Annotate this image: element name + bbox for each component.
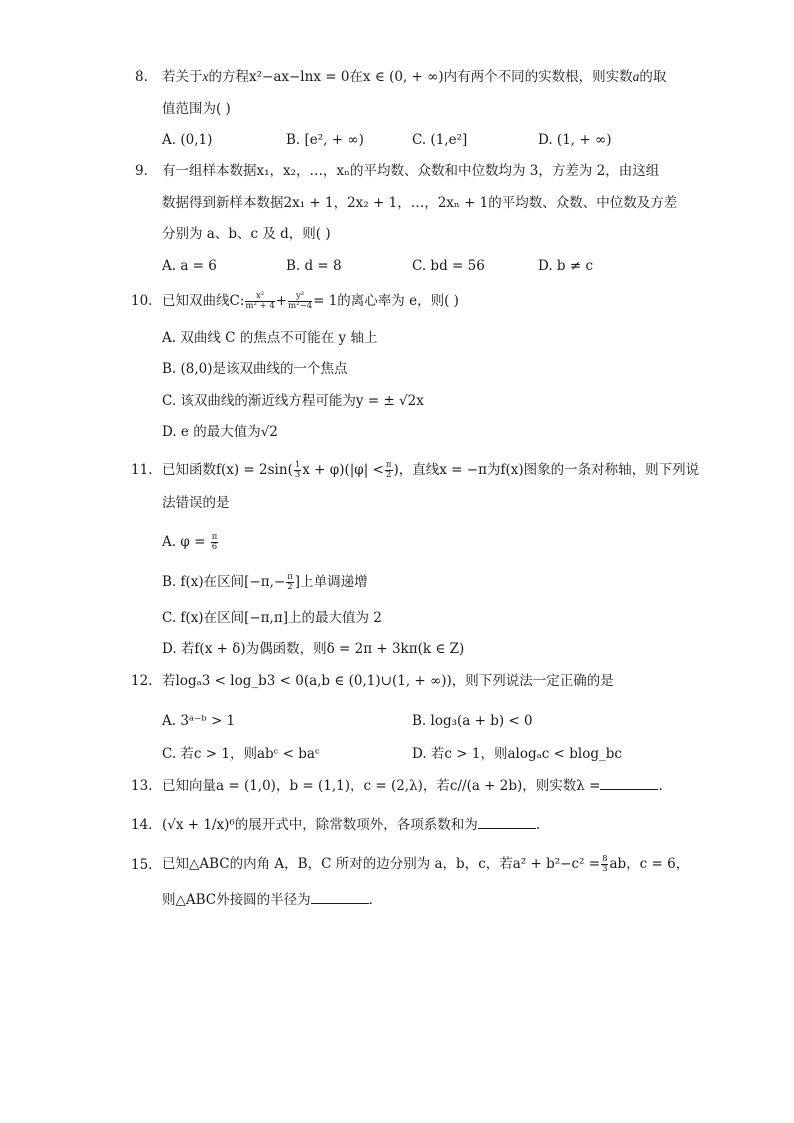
q15-end: . [368, 892, 373, 908]
q9-option-c[interactable]: C. bd = 56 [412, 258, 485, 274]
question-10-line-1 [162, 289, 459, 313]
q10-text-b: = 1的离心率为 e，则( ) [313, 293, 459, 309]
q10-fraction-1: $\frac{\text{x²}}{\text{m² + 4}}$ [245, 291, 275, 311]
q8-option-c[interactable]: C. (1,e²] [412, 132, 468, 148]
question-15-number: 15. [131, 857, 153, 873]
q11-option-b[interactable] [162, 570, 368, 594]
q15-text-b: ab，c = 6， [609, 856, 690, 872]
q11-text-c: )，直线x = −π为f(x)图象的一条对称轴，则下列说 [393, 462, 700, 478]
question-11-line-1 [162, 458, 699, 482]
question-8-number: 8. [135, 69, 148, 85]
q11-option-b-fraction: $\frac{\pi}{2}$ [287, 572, 293, 592]
question-15-line-1 [162, 852, 689, 876]
q10-fraction-2: $\frac{\text{y²}}{\text{m²−4}}$ [288, 291, 313, 311]
q8-var-x: x [202, 69, 209, 84]
q10-option-c[interactable]: C. 该双曲线的渐近线方程可能为y = ± √2x [162, 393, 424, 409]
q9-option-d[interactable]: D. b ≠ c [538, 258, 594, 274]
q11-text-b: x + φ)(|φ| < [302, 462, 384, 478]
q11-option-a-fraction: $\frac{\pi}{6}$ [211, 532, 218, 552]
q15-answer-blank[interactable] [311, 891, 369, 904]
q13-text: 已知向量a = (1,0)，b = (1,1)，c = (2,λ)，若c//(a + 2b)，则实数λ = [162, 778, 601, 794]
q14-end: . [535, 817, 541, 833]
q11-option-b-text-1: B. f(x)在区间[−π,− [162, 574, 286, 590]
q8-option-d[interactable]: D. (1, + ∞) [538, 132, 612, 148]
question-9-line-3: 分别为 a、b、c 及 d，则( ) [162, 226, 331, 242]
q10-option-d[interactable]: D. e 的最大值为√2 [162, 424, 278, 440]
question-13-number: 13. [131, 778, 153, 794]
question-11-line-2: 法错误的是 [162, 495, 230, 511]
question-12-number: 12. [131, 673, 153, 689]
question-9-number: 9. [135, 163, 148, 179]
q14-answer-blank[interactable] [478, 816, 536, 829]
q8-equation: x²−ax−lnx = 0在x ∈ (0, + ∞)内有两个不同的实数根，则实数 [249, 69, 633, 85]
q11-option-a-text: A. φ = [162, 534, 206, 550]
question-13-line-1 [162, 777, 663, 795]
q9-option-b[interactable]: B. d = 8 [286, 258, 342, 274]
question-9-line-2: 数据得到新样本数据2x₁ + 1，2x₂ + 1，…，2xₙ + 1的平均数、众数、中位数及方差 [162, 195, 678, 211]
q15-text-c: 则△ABC外接圆的半径为 [162, 892, 311, 908]
question-9-line-1: 有一组样本数据x₁，x₂，…，xₙ的平均数、众数和中位数均为 3，方差为 2，由这组 [162, 163, 660, 179]
q12-option-d[interactable]: D. 若c > 1，则alogₐc < blog_bc [412, 746, 622, 762]
q8-text-b: 的方程 [208, 69, 249, 85]
q11-text-a: 已知函数f(x) = 2sin( [162, 462, 293, 478]
q15-text-a: 已知△ABC的内角 A，B，C 所对的边分别为 a，b，c，若a² + b²−c² = [162, 856, 601, 872]
q11-option-c[interactable]: C. f(x)在区间[−π,π]上的最大值为 2 [162, 610, 382, 626]
question-8-line-1 [162, 68, 666, 86]
question-15-line-2 [162, 891, 373, 909]
q8-option-b[interactable]: B. [e², + ∞) [286, 132, 364, 148]
q12-option-a[interactable]: A. 3ᵃ⁻ᵇ > 1 [162, 713, 236, 729]
question-11-number: 11. [131, 462, 153, 478]
q10-text-a: 已知双曲线C: [162, 293, 245, 309]
q11-fraction-1: $\frac{1}{3}$ [294, 460, 301, 480]
q10-option-a[interactable]: A. 双曲线 C 的焦点不可能在 y 轴上 [162, 330, 378, 346]
question-10-number: 10. [131, 293, 153, 309]
q11-option-b-text-2: ]上单调递增 [294, 574, 368, 590]
question-14-line-1 [162, 816, 540, 834]
q11-fraction-2: $\frac{\pi}{2}$ [385, 460, 392, 480]
q8-text-a: 若关于 [162, 69, 203, 85]
q8-tail: 的取 [639, 69, 667, 85]
q15-fraction: $\frac{8}{3}$ [602, 854, 608, 874]
q14-text: (√x + 1/x)⁶的展开式中，除常数项外，各项系数和为 [162, 817, 478, 833]
question-8-line-2: 值范围为( ) [162, 101, 231, 117]
q10-plus: + [275, 293, 288, 309]
q12-option-b[interactable]: B. log₃(a + b) < 0 [412, 713, 533, 729]
q8-option-a[interactable]: A. (0,1) [162, 132, 213, 148]
q11-option-a[interactable] [162, 530, 219, 554]
q13-answer-blank[interactable] [600, 777, 658, 790]
q8-var-a: a [632, 69, 640, 84]
q12-option-c[interactable]: C. 若c > 1，则abᶜ < baᶜ [162, 746, 320, 762]
question-12-line-1: 若logₐ3 < log_b3 < 0(a,b ∈ (0,1)∪(1, + ∞))，则下列说法一定正确的是 [162, 673, 614, 689]
q13-end: . [658, 778, 663, 794]
q9-option-a[interactable]: A. a = 6 [162, 258, 217, 274]
q10-option-b[interactable]: B. (8,0)是该双曲线的一个焦点 [162, 361, 348, 377]
question-14-number: 14. [131, 817, 153, 833]
q11-option-d[interactable]: D. 若f(x + δ)为偶函数，则δ = 2π + 3kπ(k ∈ Z) [162, 641, 465, 657]
